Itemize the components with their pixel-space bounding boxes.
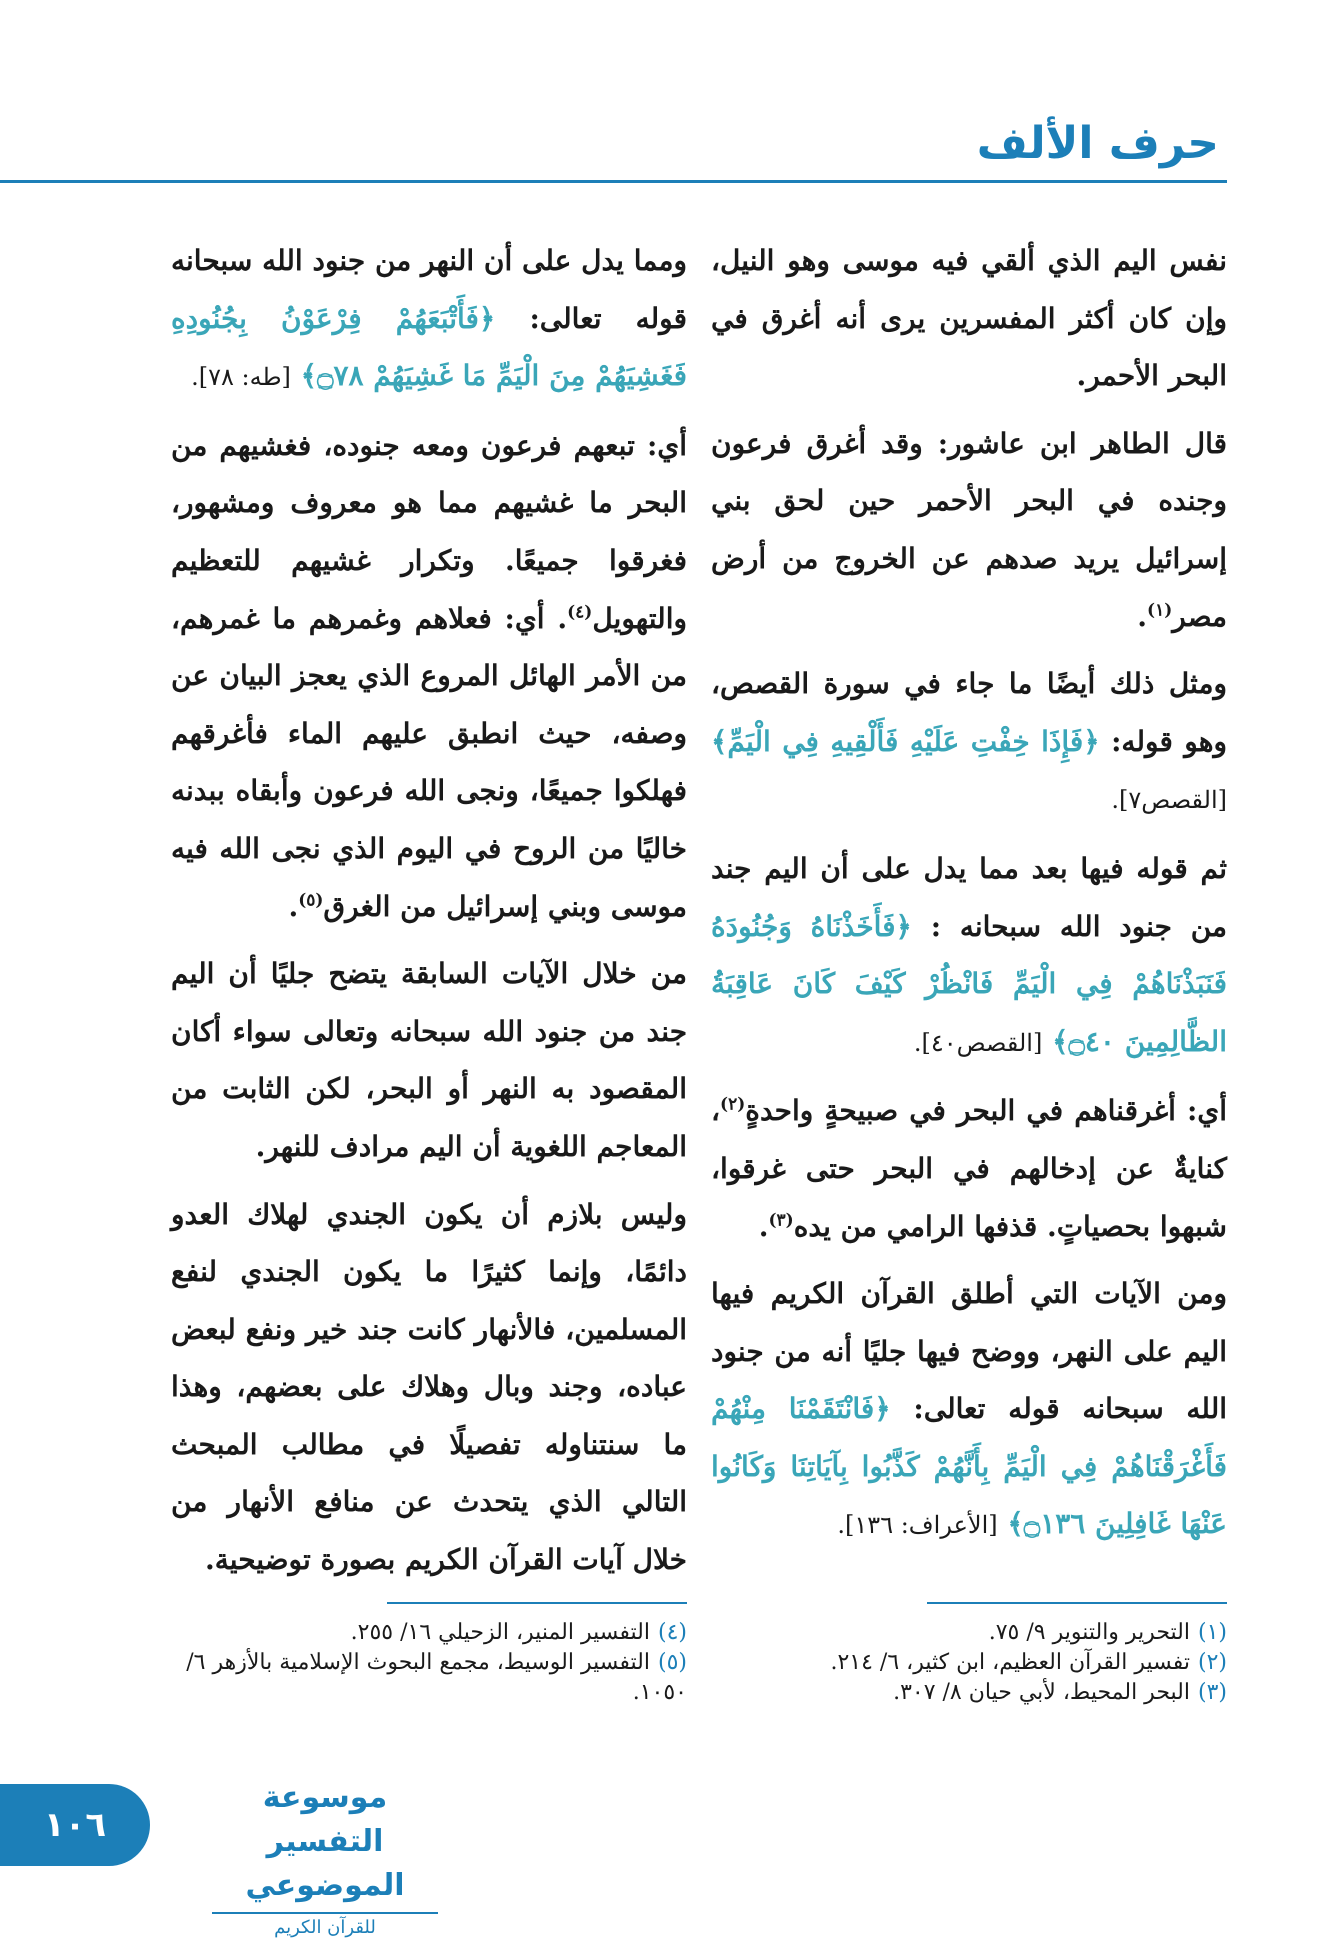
verse-reference: [القصص٧]. — [1111, 786, 1227, 815]
paragraph-text: . — [288, 889, 299, 923]
footnote — [711, 1678, 1227, 1708]
footnote-rule — [387, 1602, 687, 1604]
paragraph — [171, 417, 687, 935]
paragraph — [171, 1186, 687, 1589]
footnote-text: التحرير والتنوير ٩/ ٧٥. — [988, 1620, 1190, 1645]
paragraph-text: ، كنايةٌ عن إدخالهم في البحر حتى غرقوا، شبهوا بحصياتٍ. قذفها الرامي من يده — [711, 1094, 1227, 1243]
footnotes-right — [711, 1618, 1227, 1708]
footnote-text: تفسير القرآن العظيم، ابن كثير، ٦/ ٢١٤. — [830, 1650, 1190, 1675]
footnote-number: (٣) — [1197, 1680, 1227, 1705]
quran-verse: ﴿فَانْتَقَمْنَا مِنْهُمْ فَأَغْرَقْنَاهُمْ فِي الْيَمِّ بِأَنَّهُمْ كَذَّبُوا بِآيَاتِنَا وَكَانُوا عَنْهَا غَافِلِينَ ۝١٣٦﴾ — [711, 1392, 1227, 1541]
verse-reference: [القصص٤٠]. — [913, 1028, 1043, 1057]
quran-verse: ﴿فَأَخَذْنَاهُ وَجُنُودَهُ فَنَبَذْنَاهُمْ فِي الْيَمِّ فَانْظُرْ كَيْفَ كَانَ عَاقِبَةُ الظَّالِمِينَ ۝٤٠﴾ — [711, 909, 1227, 1058]
verse-reference: [طه: ٧٨]. — [191, 363, 291, 392]
paragraph-text: ومثل ذلك أيضًا ما جاء في سورة القصص، وهو قوله: — [711, 667, 1227, 758]
footnote-marker[interactable]: (٤) — [567, 602, 593, 623]
footnote-rule — [927, 1602, 1227, 1604]
footnote-text: التفسير المنير، الزحيلي ١٦/ ٢٥٥. — [350, 1620, 650, 1645]
paragraph — [711, 232, 1227, 405]
running-header-title: حرف الألف — [976, 118, 1219, 169]
footnote-marker[interactable]: (١) — [1147, 600, 1173, 621]
logo-title: موسوعة التفسير الموضوعي — [212, 1776, 438, 1914]
paragraph — [171, 945, 687, 1175]
footnotes-left — [171, 1618, 687, 1708]
paragraph — [711, 655, 1227, 830]
header-rule — [0, 180, 1227, 183]
paragraph-text: أي: أغرقناهم في البحر في صبيحةٍ واحدةٍ — [745, 1094, 1227, 1128]
footnote — [711, 1618, 1227, 1648]
paragraph — [171, 232, 687, 407]
footnote-number: (٥) — [657, 1650, 687, 1675]
footnote — [711, 1648, 1227, 1678]
paragraph — [711, 840, 1227, 1072]
footnote-number: (٢) — [1197, 1650, 1227, 1675]
paragraph-text: ومما يدل على أن النهر من جنود الله سبحانه قوله تعالى: — [171, 244, 687, 335]
footnote-text: التفسير الوسيط، مجمع البحوث الإسلامية بالأزهر ٦/ ١٠٥٠. — [186, 1650, 687, 1705]
footnote-marker[interactable]: (٥) — [298, 890, 324, 911]
footnote — [171, 1618, 687, 1648]
paragraph-text: . أي: فعلاهم وغمرهم ما غمرهم، من الأمر الهائل المروع الذي يعجز البيان عن وصفه، حيث انطبق عليهم الماء فأغرقهم فهلكوا جميعًا، ونجى الله فرعون وأبقاه ببدنه خاليًا من الروح في اليوم الذي نجى الله فيه موسى وبني إسرائيل من الغرق — [171, 601, 687, 923]
quran-verse: ﴿فَأَتْبَعَهُمْ فِرْعَوْنُ بِجُنُودِهِ فَغَشِيَهُمْ مِنَ الْيَمِّ مَا غَشِيَهُمْ ۝٧٨﴾ — [171, 301, 687, 393]
paragraph — [711, 415, 1227, 645]
footnote-marker[interactable]: (٣) — [768, 1210, 794, 1231]
left-column — [171, 232, 687, 1599]
paragraph-text: من خلال الآيات السابقة يتضح جليًا أن اليم جند من جنود الله سبحانه وتعالى سواء أكان المقصود به النهر أو البحر، لكن الثابت من المعاجم اللغوية أن اليم مرادف للنهر. — [171, 957, 687, 1163]
paragraph-text: . — [1137, 599, 1148, 633]
paragraph-text: أي: تبعهم فرعون ومعه جنوده، فغشيهم من البحر ما غشيهم مما هو معروف ومشهور، فغرقوا جميعًا. وتكرار غشيهم للتعظيم والتهويل — [171, 428, 687, 635]
footnote — [171, 1648, 687, 1708]
paragraph-text: . — [758, 1209, 769, 1243]
paragraph-text: قال الطاهر ابن عاشور: وقد أغرق فرعون وجنده في البحر الأحمر حين لحق بني إسرائيل يريد صدهم عن الخروج من أرض مصر — [711, 426, 1227, 633]
footnote-number: (٤) — [657, 1620, 687, 1645]
paragraph-text: ثم قوله فيها بعد مما يدل على أن اليم جند من جنود الله سبحانه : — [711, 851, 1228, 943]
paragraph-text: ومن الآيات التي أطلق القرآن الكريم فيها اليم على النهر، ووضح فيها جليًا أنه من جنود الله سبحانه قوله تعالى: — [711, 1277, 1228, 1426]
verse-reference: [الأعراف: ١٣٦]. — [837, 1511, 998, 1540]
paragraph — [711, 1082, 1227, 1255]
footnote-text: البحر المحيط، لأبي حيان ٨/ ٣٠٧. — [893, 1680, 1190, 1705]
page-number: ١٠٦ — [43, 1805, 107, 1845]
encyclopedia-logo — [192, 1776, 458, 1938]
right-column — [711, 232, 1227, 1565]
paragraph-text: نفس اليم الذي ألقي فيه موسى وهو النيل، وإن كان أكثر المفسرين يرى أنه أغرق في البحر الأحمر. — [711, 244, 1227, 393]
quran-verse: ﴿فَإِذَا خِفْتِ عَلَيْهِ فَأَلْقِيهِ فِي الْيَمِّ﴾ — [711, 724, 1100, 758]
footnote-marker[interactable]: (٢) — [720, 1094, 746, 1115]
footnote-number: (١) — [1197, 1620, 1227, 1645]
paragraph-text: وليس بلازم أن يكون الجندي لهلاك العدو دائمًا، وإنما كثيرًا ما يكون الجندي لنفع المسلمين، فالأنهار كانت جند خير ونفع لبعض عباده، وجند وبال وهلاك على بعضهم، وهذا ما سنتناوله تفصيلًا في مطالب المبحث التالي الذي يتحدث عن منافع الأنهار من خلال آيات القرآن الكريم بصورة توضيحية. — [171, 1197, 687, 1577]
page-number-badge — [0, 1784, 150, 1866]
paragraph — [711, 1265, 1227, 1555]
logo-subtitle: للقرآن الكريم — [274, 1917, 376, 1938]
